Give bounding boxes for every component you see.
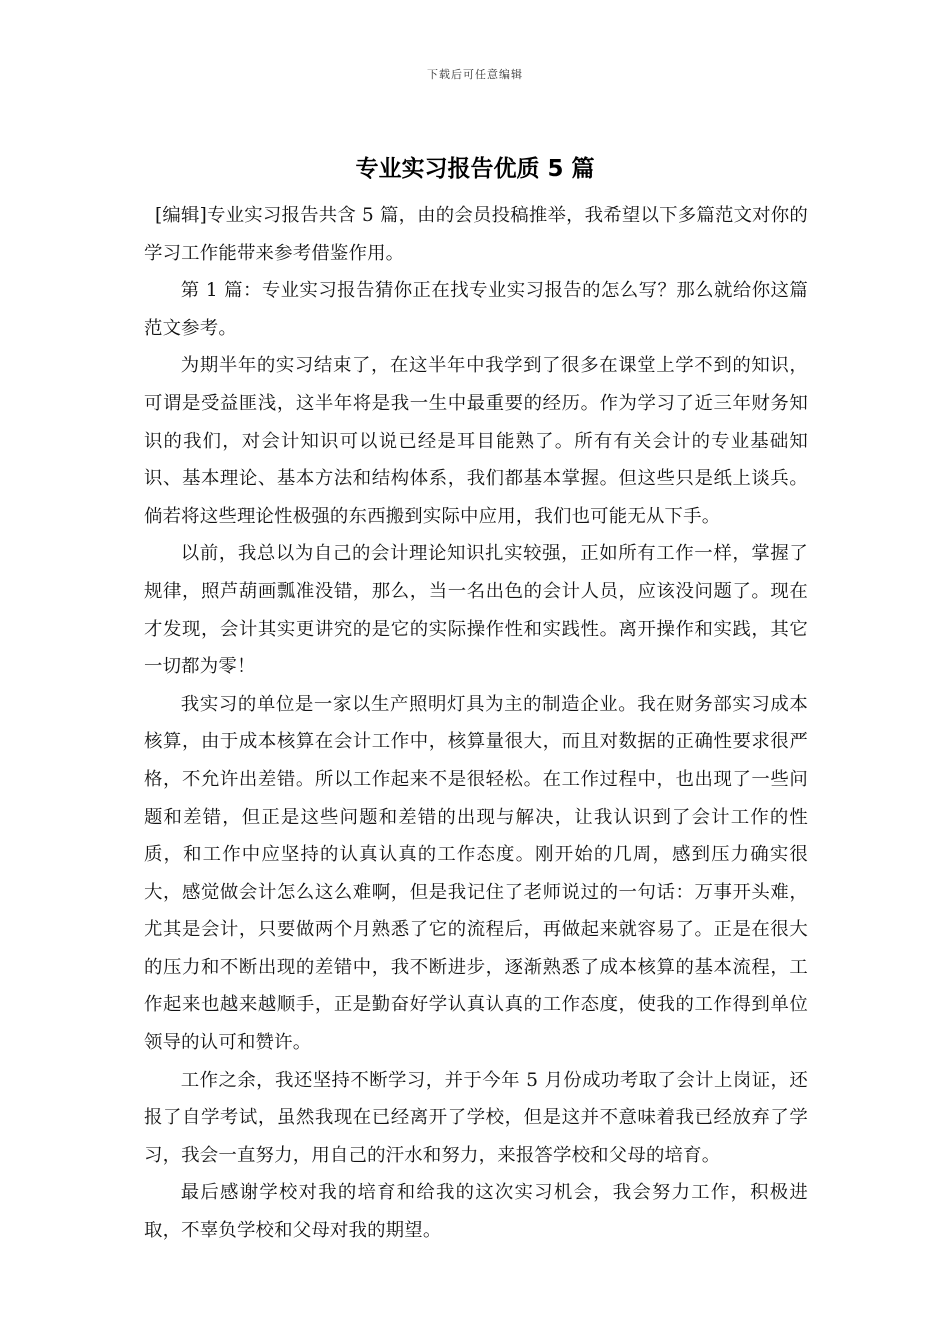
- intro-paragraph: [编辑]专业实习报告共含 5 篇，由的会员投稿推举，我希望以下多篇范文对你的学习工作能带来参考借鉴作用。: [144, 205, 808, 264]
- page-header-note: 下载后可任意编辑: [427, 68, 523, 81]
- body-paragraph: 我实习的单位是一家以生产照明灯具为主的制造企业。我在财务部实习成本核算，由于成本核算在会计工作中，核算量很大，而且对数据的正确性要求很严格，不允许出差错。所以工作起来不是很轻松。在工作过程中，也出现了一些问题和差错，但正是这些问题和差错的出现与解决，让我认识到了会计工作的性质，和工作中应坚持的认真认真的工作态度。刚开始的几周，感到压力确实很大，感觉做会计怎么这么难啊，但是我记住了老师说过的一句话：万事开头难，尤其是会计，只要做两个月熟悉了它的流程后，再做起来就容易了。正是在很大的压力和不断出现的差错中，我不断进步，逐渐熟悉了成本核算的基本流程，工作起来也越来越顺手，正是勤奋好学认真认真的工作态度，使我的工作得到单位领导的认可和赞许。: [144, 693, 808, 1054]
- body-paragraph: 以前，我总以为自己的会计理论知识扎实较强，正如所有工作一样，掌握了规律，照芦葫画瓢准没错，那么，当一名出色的会计人员，应该没问题了。现在才发现，会计其实更讲究的是它的实际操作性和实践性。离开操作和实践，其它一切都为零！: [144, 543, 808, 678]
- body-paragraph: 为期半年的实习结束了，在这半年中我学到了很多在课堂上学不到的知识，可谓是受益匪浅，这半年将是我一生中最重要的经历。作为学习了近三年财务知识的我们，对会计知识可以说已经是耳目能熟了。所有有关会计的专业基础知识、基本理论、基本方法和结构体系，我们都基本掌握。但这些只是纸上谈兵。倘若将这些理论性极强的东西搬到实际中应用，我们也可能无从下手。: [144, 355, 808, 527]
- body-paragraph: 最后感谢学校对我的培育和给我的这次实习机会，我会努力工作，积极进取，不辜负学校和父母对我的期望。: [144, 1182, 808, 1242]
- body-paragraph: 第 1 篇：专业实习报告猜你正在找专业实习报告的怎么写？那么就给你这篇范文参考。: [144, 280, 808, 339]
- document-title: 专业实习报告优质 5 篇: [355, 156, 595, 182]
- document-body: [144, 197, 808, 1250]
- body-paragraph: 工作之余，我还坚持不断学习，并于今年 5 月份成功考取了会计上岗证，还报了自学考试，虽然我现在已经离开了学校，但是这并不意味着我已经放弃了学习，我会一直努力，用自己的汗水和努力，来报答学校和父母的培育。: [144, 1069, 808, 1166]
